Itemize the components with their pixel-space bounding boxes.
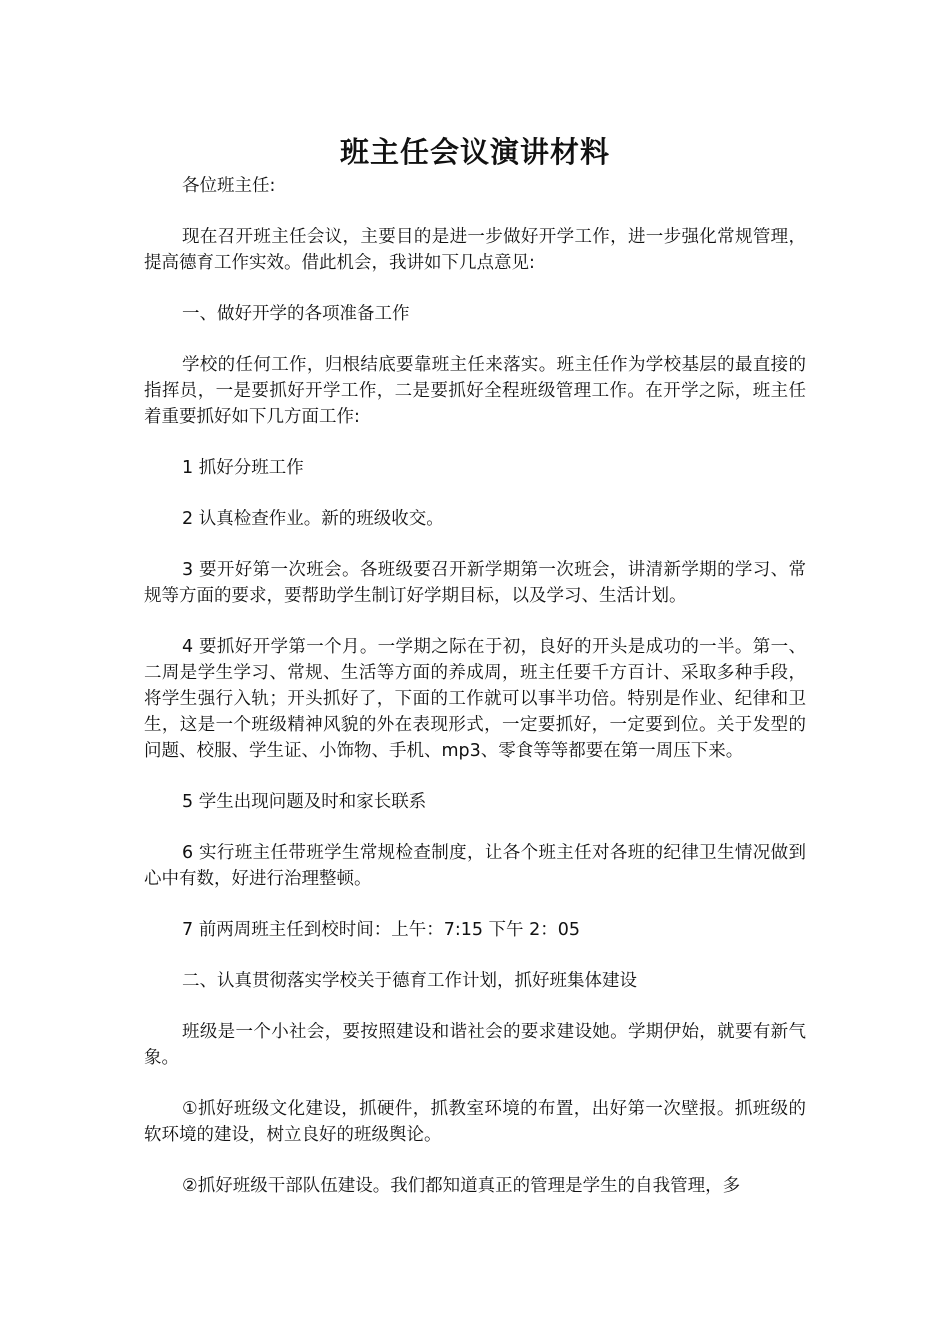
list-item: 3 要开好第一次班会。各班级要召开新学期第一次班会，讲清新学期的学习、常规等方面的要求，要帮助学生制订好学期目标，以及学习、生活计划。	[144, 560, 806, 606]
list-item: 1 抓好分班工作	[182, 458, 304, 478]
paragraph: 学校的任何工作，归根结底要靠班主任来落实。班主任作为学校基层的最直接的指挥员，一是要抓好开学工作，二是要抓好全程班级管理工作。在开学之际，班主任着重要抓好如下几方面工作:	[144, 355, 806, 427]
list-item: 4 要抓好开学第一个月。一学期之际在于初，良好的开头是成功的一半。第一、二周是学生学习、常规、生活等方面的养成周，班主任要千方百计、采取多种手段，将学生强行入轨；开头抓好了，下面的工作就可以事半功倍。特别是作业、纪律和卫生，这是一个班级精神风貌的外在表现形式，一定要抓好，一定要到位。关于发型的问题、校服、学生证、小饰物、手机、mp3、零食等等都要在第一周压下来。	[144, 637, 806, 761]
list-item: 5 学生出现问题及时和家长联系	[182, 792, 427, 812]
list-item: 6 实行班主任带班学生常规检查制度，让各个班主任对各班的纪律卫生情况做到心中有数，好进行治理整顿。	[144, 843, 806, 889]
section-heading-2: 二、认真贯彻落实学校关于德育工作计划，抓好班集体建设	[182, 971, 637, 991]
list-item: 2 认真检查作业。新的班级收交。	[182, 509, 444, 529]
list-item: ①抓好班级文化建设，抓硬件，抓教室环境的布置，出好第一次壁报。抓班级的软环境的建设，树立良好的班级舆论。	[144, 1099, 806, 1145]
list-item: 7 前两周班主任到校时间：上午：7:15 下午 2：05	[182, 920, 581, 940]
paragraph: 班级是一个小社会，要按照建设和谐社会的要求建设她。学期伊始，就要有新气象。	[144, 1022, 806, 1068]
paragraph-salutation: 各位班主任:	[182, 176, 276, 196]
document-body	[144, 173, 806, 1224]
list-item: ②抓好班级干部队伍建设。我们都知道真正的管理是学生的自我管理，多	[182, 1176, 741, 1196]
section-heading-1: 一、做好开学的各项准备工作	[182, 304, 410, 324]
document-title: 班主任会议演讲材料	[339, 135, 610, 169]
paragraph-intro: 现在召开班主任会议，主要目的是进一步做好开学工作，进一步强化常规管理，提高德育工作实效。借此机会，我讲如下几点意见:	[144, 227, 806, 273]
